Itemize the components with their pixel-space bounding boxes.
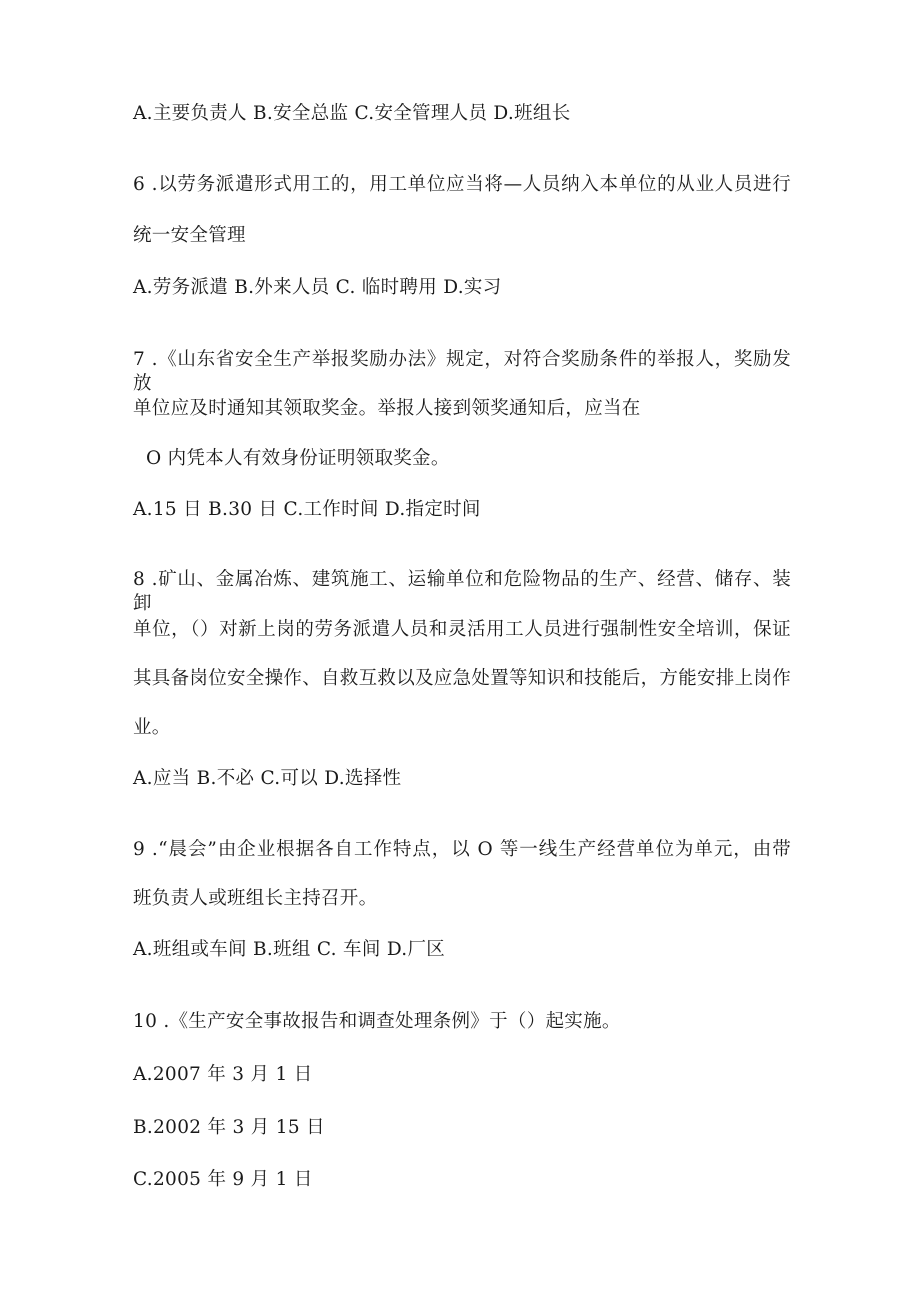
q9-text-line2: 班负责人或班组长主持召开。 xyxy=(133,888,378,909)
q10-option-a: A.2007 年 3 月 1 日 xyxy=(133,1064,313,1085)
q8-text-line2: 单位，（）对新上岗的劳务派遣人员和灵活用工人员进行强制性安全培训，保证 xyxy=(133,619,791,640)
q6-text-line2: 统一安全管理 xyxy=(133,225,246,246)
q7-text-line3: O 内凭本人有效身份证明领取奖金。 xyxy=(146,448,450,469)
q8-text-line3: 其具备岗位安全操作、自救互救以及应急处置等知识和技能后，方能安排上岗作 xyxy=(133,668,792,689)
q9-text-line1: 9 .“晨会”由企业根据各自工作特点，以 O 等一线生产经营单位为单元，由带 xyxy=(133,839,791,860)
q7-text-line1: 7 .《山东省安全生产举报奖励办法》规定，对符合奖励条件的举报人，奖励发放 xyxy=(133,349,791,394)
q8-text-line4: 业。 xyxy=(133,717,171,738)
q6-text-line1: 6 .以劳务派遣形式用工的，用工单位应当将—人员纳入本单位的从业人员进行 xyxy=(133,174,791,195)
q6-options: A.劳务派遣 B.外来人员 C. 临时聘用 D.实习 xyxy=(133,277,502,298)
q8-text-line1: 8 .矿山、金属冶炼、建筑施工、运输单位和危险物品的生产、经营、储存、装卸 xyxy=(133,569,791,614)
q9-options: A.班组或车间 B.班组 C. 车间 D.厂区 xyxy=(133,939,446,960)
q10-text: 10 .《生产安全事故报告和调查处理条例》于（）起实施。 xyxy=(133,1011,621,1032)
q8-options: A.应当 B.不必 C.可以 D.选择性 xyxy=(133,768,402,789)
q5-options: A.主要负责人 B.安全总监 C.安全管理人员 D.班组长 xyxy=(133,103,571,124)
q10-option-b: B.2002 年 3 月 15 日 xyxy=(133,1117,325,1138)
q7-text-line2: 单位应及时通知其领取奖金。举报人接到领奖通知后，应当在 xyxy=(133,398,641,419)
q10-option-c: C.2005 年 9 月 1 日 xyxy=(133,1169,313,1190)
q7-options: A.15 日 B.30 日 C.工作时间 D.指定时间 xyxy=(133,499,481,520)
